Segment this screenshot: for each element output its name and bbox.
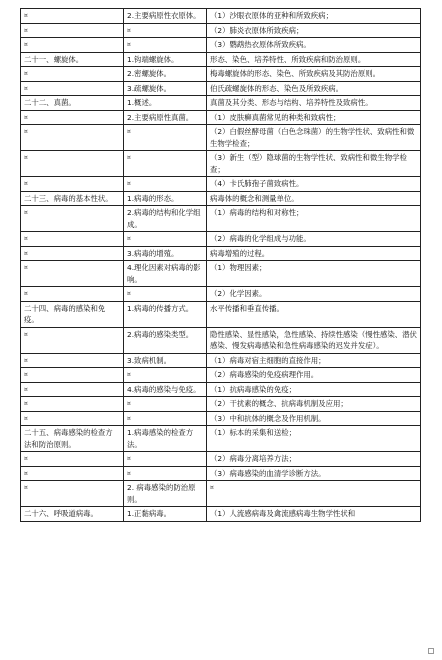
page-corner-mark [428,648,434,654]
topic-cell: 4.病毒的感染与免疫。 [124,382,207,397]
table-row [21,353,421,368]
topic-cell: 1.病毒的形态。 [124,191,207,206]
table-row [21,125,421,151]
table-row [21,232,421,247]
table-row [21,9,421,24]
topic-cell: 2.主要病原性真菌。 [124,110,207,125]
topic-cell: 1.病毒感染的检查方法。 [124,426,207,452]
table-row [21,287,421,302]
content-cell: 梅毒螺旋体的形态、染色、所致疾病及其防治原则。 [207,67,421,82]
topic-cell: ¤ [124,452,207,467]
topic-cell: 1.正黏病毒。 [124,507,207,522]
topic-cell: ¤ [124,232,207,247]
topic-cell: 2.病毒的感染类型。 [124,327,207,353]
topic-cell: ¤ [124,411,207,426]
content-cell: 形态、染色、培养特性、所致疾病和防治原则。 [207,52,421,67]
content-cell: （1）病毒的结构和对称性； [207,206,421,232]
content-cell: （2）病毒的化学组成与功能。 [207,232,421,247]
table-row [21,466,421,481]
topic-cell: 2.病毒的结构和化学组成。 [124,206,207,232]
table-row [21,301,421,327]
chapter-cell: 二十三、病毒的基本性状。 [21,191,124,206]
content-cell: （4）卡氏肺孢子菌致病性。 [207,177,421,192]
table-row [21,261,421,287]
topic-cell: ¤ [124,38,207,53]
chapter-cell: ¤ [21,368,124,383]
table-row [21,23,421,38]
content-cell: （2）肺炎衣原体所致疾病； [207,23,421,38]
chapter-cell: ¤ [21,110,124,125]
content-cell: ¤ [207,481,421,507]
topic-cell: ¤ [124,177,207,192]
chapter-cell: ¤ [21,177,124,192]
content-cell: （2）病毒感染的免疫病理作用。 [207,368,421,383]
table-row [21,507,421,522]
table-row [21,81,421,96]
chapter-cell: ¤ [21,466,124,481]
chapter-cell: ¤ [21,232,124,247]
content-cell: 病毒体的概念和测量单位。 [207,191,421,206]
chapter-cell: ¤ [21,382,124,397]
chapter-cell: ¤ [21,67,124,82]
content-cell: 真菌及其分类、形态与结构、培养特性及致病性。 [207,96,421,111]
topic-cell: ¤ [124,151,207,177]
chapter-cell: ¤ [21,125,124,151]
content-cell: （3）新生（型）隐球菌的生物学性状、致病性和微生物学检查； [207,151,421,177]
table-row [21,151,421,177]
table-row [21,191,421,206]
table-row [21,452,421,467]
topic-cell: 1.钩端螺旋体。 [124,52,207,67]
chapter-cell: ¤ [21,23,124,38]
chapter-cell: 二十五、病毒感染的检查方法和防治原则。 [21,426,124,452]
table-row [21,38,421,53]
chapter-cell: ¤ [21,481,124,507]
chapter-cell: ¤ [21,38,124,53]
topic-cell: 4.理化因素对病毒的影响。 [124,261,207,287]
content-cell: 隐性感染、显性感染，急性感染、持续性感染（慢性感染、潜伏感染、慢发病毒感染和急性病毒感染的迟发并发症）。 [207,327,421,353]
chapter-cell: 二十四、病毒的感染和免疫。 [21,301,124,327]
table-row [21,96,421,111]
table-row [21,411,421,426]
chapter-cell: 二十二、真菌。 [21,96,124,111]
chapter-cell: ¤ [21,287,124,302]
table-row [21,382,421,397]
topic-cell: 2. 病毒感染的防治原则。 [124,481,207,507]
content-cell: （2）干扰素的概念、抗病毒机制及应用； [207,397,421,412]
content-cell: （2）病毒分离培养方法； [207,452,421,467]
table-row [21,206,421,232]
table-row [21,426,421,452]
topic-cell: 1.病毒的传播方式。 [124,301,207,327]
table-row [21,368,421,383]
topic-cell: 2.密螺旋体。 [124,67,207,82]
syllabus-table [20,8,421,522]
chapter-cell: ¤ [21,9,124,24]
chapter-cell: ¤ [21,81,124,96]
chapter-cell: ¤ [21,353,124,368]
topic-cell: 3.病毒的增殖。 [124,246,207,261]
chapter-cell: ¤ [21,411,124,426]
topic-cell: ¤ [124,466,207,481]
chapter-cell: 二十一、螺旋体。 [21,52,124,67]
content-cell: （1）皮肤癣真菌常见的种类和致病性； [207,110,421,125]
table-row [21,481,421,507]
content-cell: （1）标本的采集和送检； [207,426,421,452]
topic-cell: ¤ [124,23,207,38]
chapter-cell: 二十六、呼吸道病毒。 [21,507,124,522]
syllabus-table-body [21,9,421,522]
chapter-cell: ¤ [21,327,124,353]
content-cell: （2）化学因素。 [207,287,421,302]
table-row [21,246,421,261]
chapter-cell: ¤ [21,397,124,412]
chapter-cell: ¤ [21,452,124,467]
content-cell: （1）人流感病毒及禽流感病毒生物学性状和 [207,507,421,522]
topic-cell: 3.致病机制。 [124,353,207,368]
content-cell: 水平传播和垂直传播。 [207,301,421,327]
topic-cell: ¤ [124,125,207,151]
topic-cell: 3.疏螺旋体。 [124,81,207,96]
table-row [21,52,421,67]
chapter-cell: ¤ [21,261,124,287]
content-cell: 病毒增殖的过程。 [207,246,421,261]
topic-cell: ¤ [124,368,207,383]
chapter-cell: ¤ [21,206,124,232]
content-cell: （3）鹦鹉热衣原体所致疾病。 [207,38,421,53]
table-row [21,177,421,192]
table-row [21,327,421,353]
topic-cell: 1.概述。 [124,96,207,111]
content-cell: （3）中和抗体的概念及作用机制。 [207,411,421,426]
table-row [21,67,421,82]
chapter-cell: ¤ [21,151,124,177]
topic-cell: ¤ [124,397,207,412]
table-row [21,397,421,412]
content-cell: （2）白假丝酵母菌（白色念珠菌）的生物学性状、致病性和微生物学检查； [207,125,421,151]
content-cell: （1）沙眼衣原体的亚种和所致疾病； [207,9,421,24]
content-cell: （1）抗病毒感染的免疫； [207,382,421,397]
content-cell: （3）病毒感染的血清学诊断方法。 [207,466,421,481]
topic-cell: ¤ [124,287,207,302]
chapter-cell: ¤ [21,246,124,261]
topic-cell: 2.主要病原性衣原体。 [124,9,207,24]
content-cell: （1）病毒对宿主细胞的直接作用； [207,353,421,368]
table-row [21,110,421,125]
content-cell: （1）物理因素； [207,261,421,287]
content-cell: 伯氏疏螺旋体的形态、染色及所致疾病。 [207,81,421,96]
